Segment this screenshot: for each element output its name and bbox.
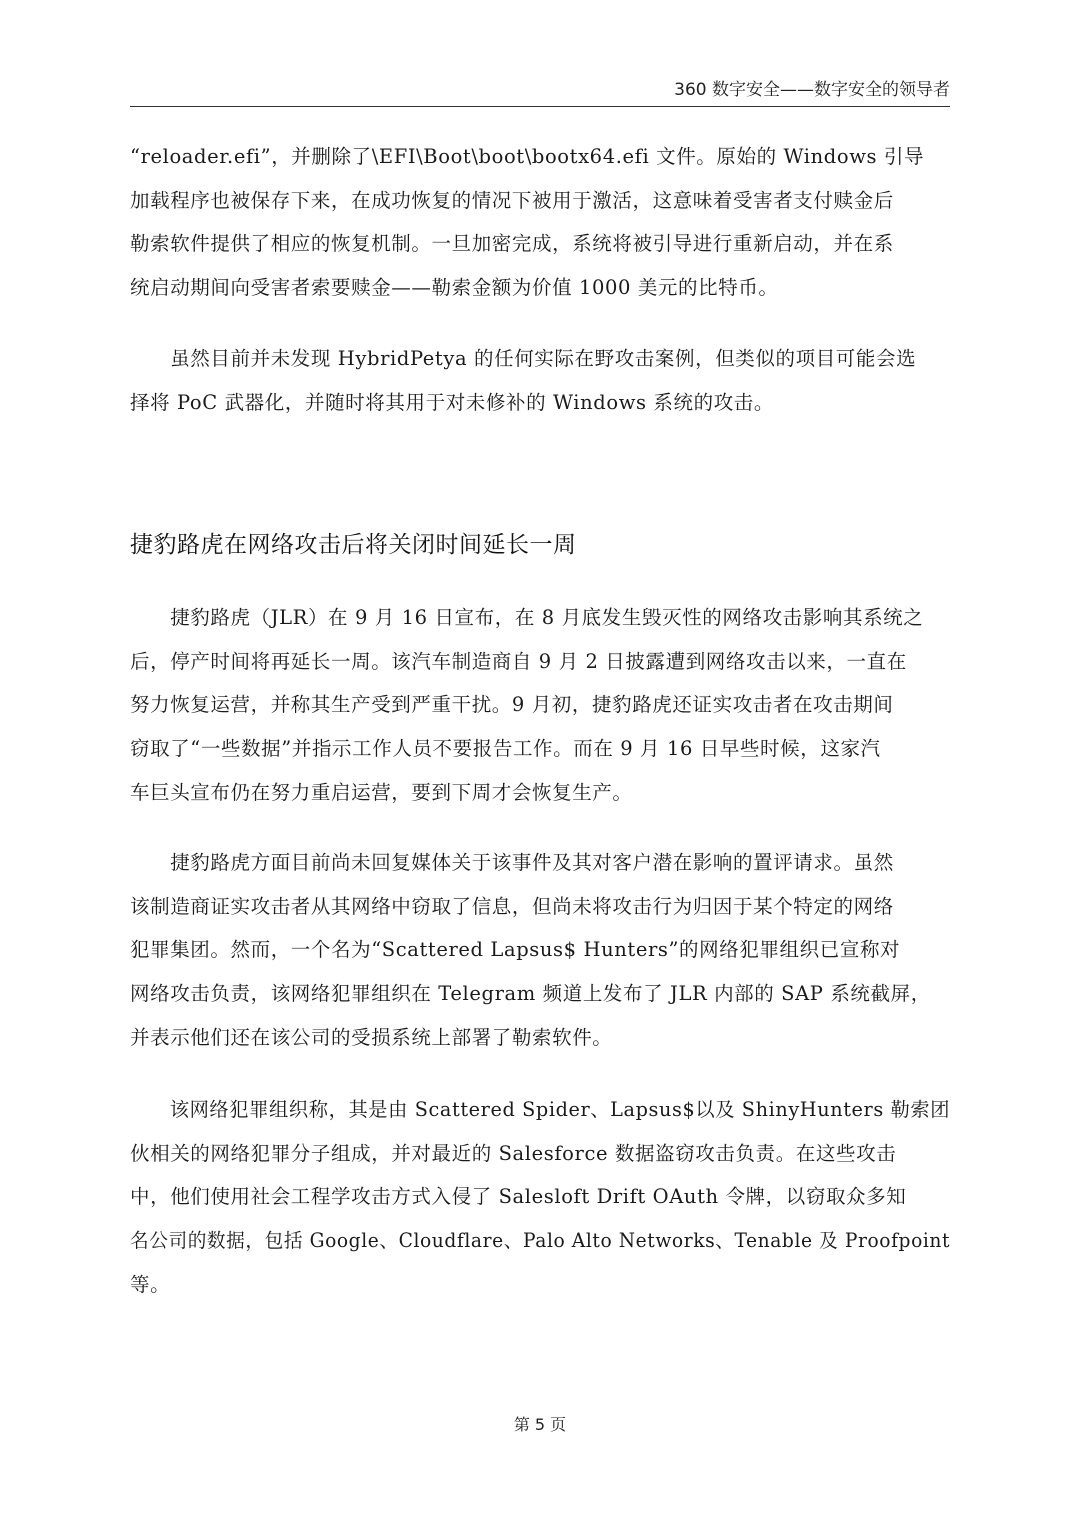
section-title: 捷豹路虎在网络攻击后将关闭时间延长一周 (130, 532, 577, 558)
paragraph-jlr-attribution (130, 841, 950, 1060)
text-line: 努力恢复运营，并称其生产受到严重干扰。9 月初，捷豹路虎还证实攻击者在攻击期间 (130, 693, 894, 717)
text-line: 中，他们使用社会工程学攻击方式入侵了 Salesloft Drift OAuth 令牌，以窃取众多知 (130, 1185, 907, 1209)
text-line: “reloader.efi”，并删除了\EFI\Boot\boot\bootx64.efi 文件。原始的 Windows 引导 (130, 145, 925, 168)
paragraph-jlr-shutdown (130, 596, 950, 815)
text-line: 择将 PoC 武器化，并随时将其用于对未修补的 Windows 系统的攻击。 (130, 390, 775, 414)
paragraph-cybercrime-group (130, 1088, 950, 1307)
text-line: 网络攻击负责，该网络犯罪组织在 Telegram 频道上发布了 JLR 内部的 SAP 系统截屏， (130, 982, 931, 1006)
text-line: 犯罪集团。然而，一个名为“Scattered Lapsus$ Hunters”的网络犯罪组织已宣称对 (130, 938, 901, 962)
text-line: 加载程序也被保存下来，在成功恢复的情况下被用于激活，这意味着受害者支付赎金后 (130, 188, 894, 212)
text-line: 伙相关的网络犯罪分子组成，并对最近的 Salesforce 数据盗窃攻击负责。在这些攻击 (130, 1141, 897, 1165)
text-line: 后，停产时间将再延长一周。该汽车制造商自 9 月 2 日披露遭到网络攻击以来，一直在 (130, 649, 907, 673)
page-number: 第 5 页 (513, 1415, 567, 1434)
paragraph-hybridpetya-poc (130, 337, 950, 424)
page-footer (0, 1412, 1080, 1435)
paragraph-hybridpetya-recovery (130, 135, 950, 310)
text-line: 车巨头宣布仍在努力重启运营，要到下周才会恢复生产。 (130, 780, 633, 804)
text-line: 窃取了“一些数据”并指示工作人员不要报告工作。而在 9 月 16 日早些时候，这家汽 (130, 737, 881, 761)
text-line: 虽然目前并未发现 HybridPetya 的任何实际在野攻击案例，但类似的项目可能会选 (130, 347, 917, 370)
text-line: 捷豹路虎方面目前尚未回复媒体关于该事件及其对客户潜在影响的置评请求。虽然 (130, 851, 894, 874)
header-divider (130, 106, 950, 107)
page-header (130, 78, 950, 102)
text-line: 捷豹路虎（JLR）在 9 月 16 日宣布，在 8 月底发生毁灭性的网络攻击影响其系统之 (130, 606, 924, 629)
text-line: 勒索软件提供了相应的恢复机制。一旦加密完成，系统将被引导进行重新启动，并在系 (130, 232, 894, 256)
text-line: 并表示他们还在该公司的受损系统上部署了勒索软件。 (130, 1025, 613, 1049)
text-line: 统启动期间向受害者索要赎金——勒索金额为价值 1000 美元的比特币。 (130, 276, 779, 300)
text-line: 等。 (130, 1272, 171, 1296)
header-title: 360 数字安全——数字安全的领导者 (674, 80, 950, 100)
text-line: 该制造商证实攻击者从其网络中窃取了信息，但尚未将攻击行为归因于某个特定的网络 (130, 894, 894, 918)
text-line: 名公司的数据，包括 Google、Cloudflare、Palo Alto Networks、Tenable 及 Proofpoint (130, 1229, 951, 1253)
text-line: 该网络犯罪组织称，其是由 Scattered Spider、Lapsus$以及 ShinyHunters 勒索团 (130, 1098, 951, 1121)
